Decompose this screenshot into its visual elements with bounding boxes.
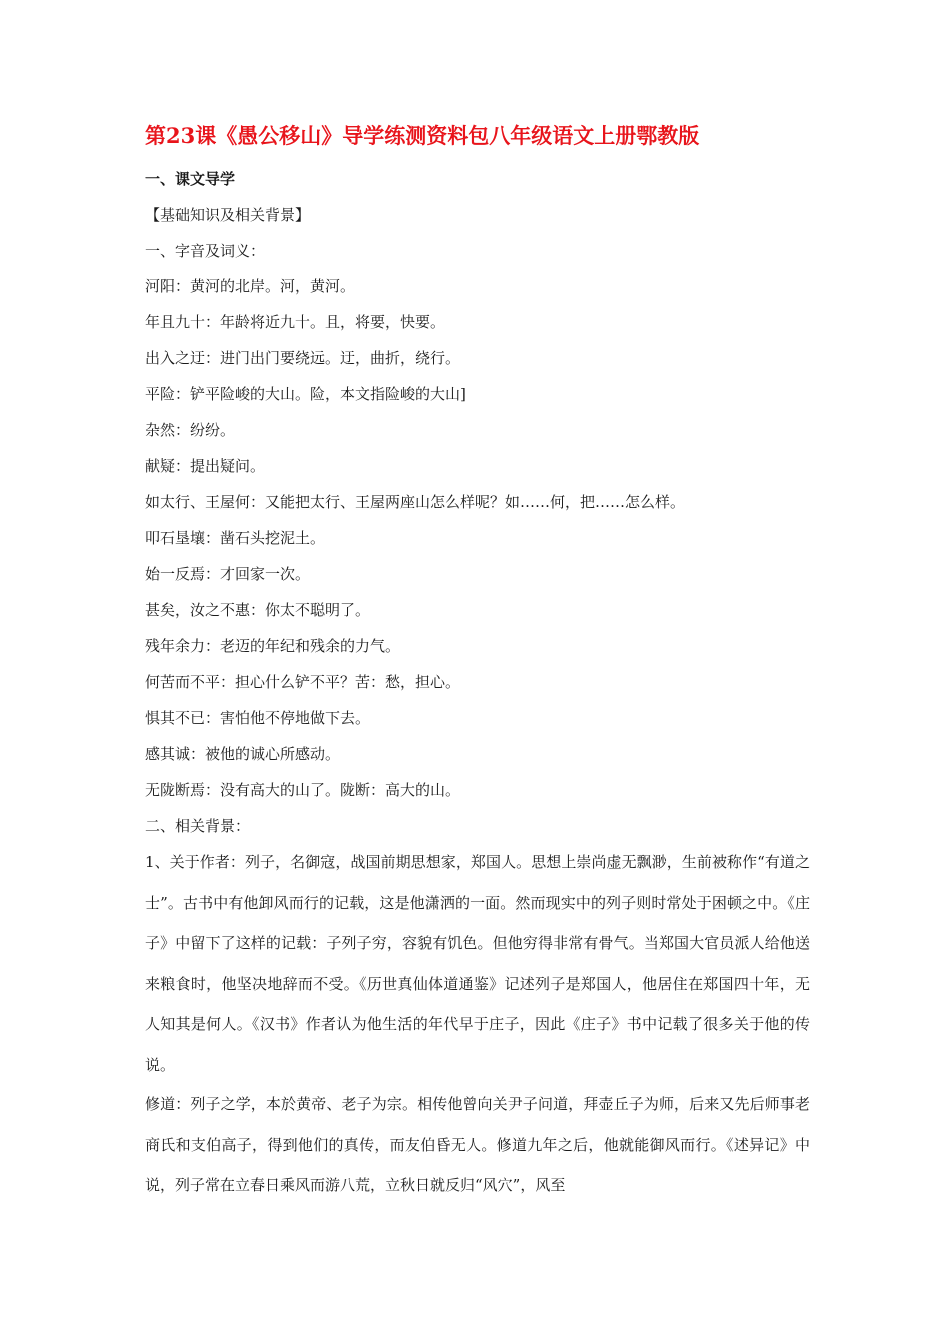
- vocab-line: 杂然：纷纷。: [145, 421, 236, 439]
- part1-heading: 一、字音及词义：: [145, 242, 266, 260]
- vocab-line: 献疑：提出疑问。: [145, 457, 266, 475]
- vocab-line: 如太行、王屋何：又能把太行、王屋两座山怎么样呢？如……何，把……怎么样。: [145, 493, 686, 511]
- vocab-line: 河阳：黄河的北岸。河，黄河。: [145, 277, 356, 295]
- vocab-line: 叩石垦壤：凿石头挖泥土。: [145, 529, 326, 547]
- vocab-line: 甚矣，汝之不惠：你太不聪明了。: [145, 601, 371, 619]
- page-title: 第23课《愚公移山》导学练测资料包八年级语文上册鄂教版: [145, 123, 700, 148]
- author-paragraph: 1、关于作者：列子，名御寇，战国前期思想家，郑国人。思想上崇尚虚无飘渺，生前被称作“有道之士”。古书中有他卸风而行的记载，这是他潇洒的一面。然而现实中的列子则时常处于困顿之中。《庄子》中留下了这样的记载：子列子穷，容貌有饥色。但他穷得非常有骨气。当郑国大官员派人给他送来粮食时，他坚决地辞而不受。《历世真仙体道通鉴》记述列子是郑国人，他居住在郑国四十年，无人知其是何人。《汉书》作者认为他生活的年代早于庄子，因此《庄子》书中记载了很多关于他的传说。: [145, 853, 810, 1074]
- vocab-line: 惧其不已：害怕他不停地做下去。: [145, 709, 371, 727]
- vocab-line: 感其诚：被他的诚心所感动。: [145, 745, 341, 763]
- subheading: 【基础知识及相关背景】: [145, 206, 311, 224]
- part2-heading: 二、相关背景：: [145, 817, 251, 835]
- section-heading: 一、课文导学: [145, 170, 236, 188]
- vocab-line: 无陇断焉：没有高大的山了。陇断：高大的山。: [145, 781, 461, 799]
- vocab-line: 平险：铲平险峻的大山。险，本文指险峻的大山]: [145, 385, 466, 403]
- vocab-line: 出入之迂：进门出门要绕远。迂，曲折，绕行。: [145, 349, 461, 367]
- vocab-line: 始一反焉：才回家一次。: [145, 565, 311, 583]
- vocab-line: 年且九十：年龄将近九十。且，将要，快要。: [145, 313, 446, 331]
- cultivation-paragraph: 修道：列子之学，本於黄帝、老子为宗。相传他曾向关尹子问道，拜壶丘子为师，后来又先后师事老商氏和支伯高子，得到他们的真传，而友伯昏无人。修道九年之后，他就能御风而行。《述异记》中说，列子常在立春日乘风而游八荒，立秋日就反归“风穴”，风至: [145, 1095, 810, 1194]
- vocab-line: 何苦而不平：担心什么铲不平？苦：愁，担心。: [145, 673, 461, 691]
- vocab-line: 残年余力：老迈的年纪和残余的力气。: [145, 637, 401, 655]
